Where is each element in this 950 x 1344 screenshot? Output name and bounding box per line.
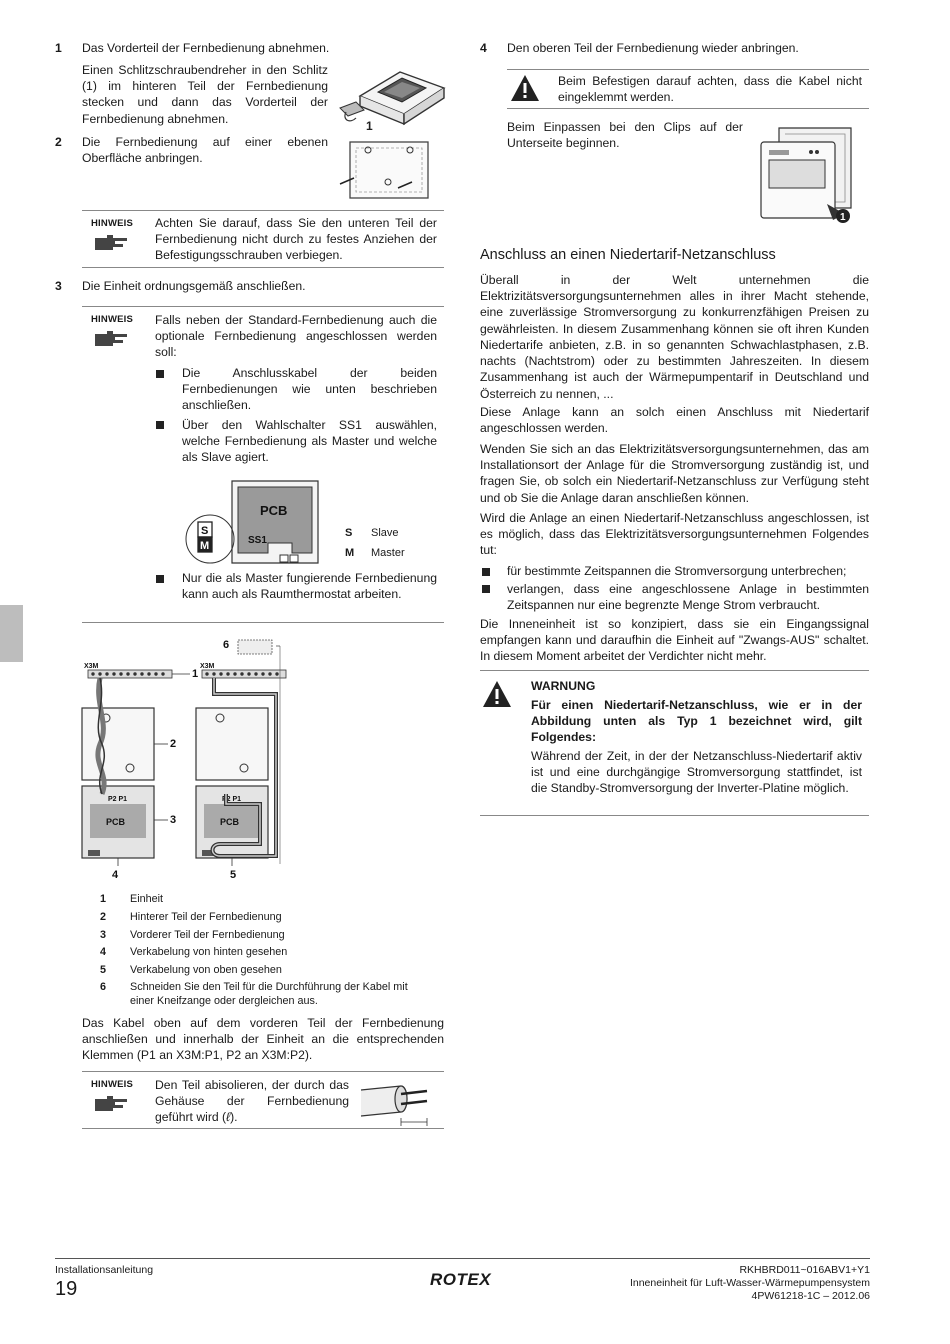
footer-model: RKHBRD011~016ABV1+Y1 xyxy=(739,1264,870,1276)
p2p1-label: P2 P1 xyxy=(222,796,242,803)
legend-key: S xyxy=(345,527,353,539)
pcb-switch-figure xyxy=(180,477,330,567)
pcb-label: PCB xyxy=(106,817,126,827)
body-paragraph: Wenden Sie sich an das Elektrizitätsversorgungsunternehmen, das am Installationsort der Anlage für die Stromversorgung zuständig ist, und fragen Sie, ob solch ein Niedertarif-Netzanschluss zur Verfügung steht und ob Sie die Anlage daran anschließen können. xyxy=(480,442,869,505)
step3-text: Die Einheit ordnungsgemäß anschließen. xyxy=(82,279,306,293)
fig-callout: 1 xyxy=(840,212,846,223)
clips-text: Beim Einpassen bei den Clips auf der Unterseite beginnen. xyxy=(507,120,743,151)
legend-value: Slave xyxy=(371,527,399,539)
step-number: 3 xyxy=(55,279,62,293)
caution-text: Beim Befestigen darauf achten, dass die Kabel nicht eingeklemmt werden. xyxy=(558,74,862,105)
step4-text: Den oberen Teil der Fernbedienung wieder anbringen. xyxy=(507,41,799,55)
warning-title: WARNUNG xyxy=(531,679,596,693)
callout: 3 xyxy=(170,814,177,826)
step-number: 2 xyxy=(55,135,62,149)
remote-open-figure xyxy=(338,58,450,138)
note-label: HINWEIS xyxy=(91,1079,134,1090)
warning-triangle-icon xyxy=(482,680,512,708)
legend-row: 2 Hinterer Teil der Fernbedienung xyxy=(100,911,282,923)
footer-doc-type: Installationsanleitung xyxy=(55,1264,154,1276)
step-number: 4 xyxy=(480,41,487,55)
pointing-hand-icon xyxy=(93,328,131,348)
page-number: 19 xyxy=(55,1278,78,1300)
note2-bullet: Die Anschlusskabel der beiden Fernbedienungen wie unten beschrieben anschließen. xyxy=(182,366,437,413)
body-bullet: verlangen, dass eine angeschlossene Anlage in bestimmten Zeitspannen nur eine begrenzte Menge Strom verbraucht. xyxy=(507,582,869,613)
ss1-label: SS1 xyxy=(248,535,267,546)
step1-title: Das Vorderteil der Fernbedienung abnehmen. xyxy=(82,41,330,55)
legend-row: 5 Verkabelung von oben gesehen xyxy=(100,964,282,976)
x3m-label: X3M xyxy=(200,663,215,670)
warning-text: Während der Zeit, in der der Netzanschluss-Niedertarif aktiv ist und eine durchgängige Stromversorgung stattfindet, ist die Standby-Stromversorgung der Inverter-Platine möglich. xyxy=(531,749,862,796)
note3-text: Den Teil abisolieren, der durch das Gehäuse der Fernbedienung geführt wird (ℓ). xyxy=(155,1078,349,1125)
callout: 5 xyxy=(230,869,237,881)
switch-m-label: M xyxy=(200,540,210,552)
switch-s-label: S xyxy=(201,525,209,537)
step2-text: Die Fernbedienung auf einer ebenen Oberfläche anbringen. xyxy=(82,135,328,166)
pointing-hand-icon xyxy=(93,232,131,252)
legend-key: M xyxy=(345,547,355,559)
cable-text: Das Kabel oben auf dem vorderen Teil der Fernbedienung anschließen und innerhalb der Einheit an die entsprechenden Klemmen (P1 an X3M:P1, P2 an X3M:P2). xyxy=(82,1016,444,1063)
x3m-label: X3M xyxy=(84,663,99,670)
footer-desc: Inneneinheit für Luft-Wasser-Wärmepumpensystem xyxy=(629,1277,870,1290)
body-paragraph: Überall in der Welt unternehmen die Elektrizitätsversorgungsunternehmen alles in ihrer Macht stehende, eine zuverlässige Stromversorgung zu konkurrenzfähigen Preisen zu gewährleisten. In diesem Zusammenhang können sie oft ihren Kunden Niedertarife anbieten, z.B. in so genannten Schwachlastphasen, z.B. nachts (Nachtstrom) oder zu bestimmten Jahreszeiten. In diesem Zusammenhang ist auch der Wärmepumpentarif in Deutschland und Österreich zu nennen, ... xyxy=(480,273,869,401)
right-column xyxy=(480,40,870,840)
callout: 2 xyxy=(170,738,177,750)
warning-triangle-icon xyxy=(510,74,540,102)
note2-bullet: Über den Wahlschalter SS1 auswählen, welche Fernbedienung als Master und welche als Slave agiert. xyxy=(182,418,437,465)
callout: 4 xyxy=(112,869,119,881)
legend-row: 6 Schneiden Sie den Teil für die Durchführung der Kabel mit einer Kneifzange oder dergleichen aus. xyxy=(100,981,408,1008)
pcb-label: PCB xyxy=(260,503,288,518)
callout: 1 xyxy=(192,668,199,680)
remote-wall-figure xyxy=(338,138,448,204)
legend-value: Master xyxy=(371,547,405,559)
callout: 6 xyxy=(223,639,230,651)
body-bullet: für bestimmte Zeitspannen die Stromversorgung unterbrechen; xyxy=(507,564,847,578)
legend-row: 4 Verkabelung von hinten gesehen xyxy=(100,946,288,958)
wiring-figure xyxy=(80,634,340,888)
footer-meta xyxy=(630,1264,870,1303)
rotex-logo: ROTEX xyxy=(430,1270,492,1289)
note2-bullet: Nur die als Master fungierende Fernbedienung kann auch als Raumthermostat arbeiten. xyxy=(182,571,437,602)
section-heading: Anschluss an einen Niedertarif-Netzanschluss xyxy=(480,247,776,263)
note-label: HINWEIS xyxy=(91,218,134,229)
length-symbol: ℓ xyxy=(226,1110,231,1125)
note2-intro: Falls neben der Standard-Fernbedienung auch die optionale Fernbedienung angeschlossen werden soll: xyxy=(155,313,437,360)
step-number: 1 xyxy=(55,41,62,55)
legend-row: 1 Einheit xyxy=(100,893,164,905)
pointing-hand-icon xyxy=(93,1093,131,1113)
warning-bold-text: Für einen Niedertarif-Netzanschluss, wie er in der Abbildung unten als Typ 1 bezeichnet wird, gilt Folgendes: xyxy=(531,698,862,745)
note-label: HINWEIS xyxy=(91,314,134,325)
body-paragraph: Diese Anlage kann an solch einen Anschluss mit Niedertarif angeschlossen werden. xyxy=(480,405,869,436)
body-paragraph: Die Inneneinheit ist so konzipiert, dass sie ein Eingangssignal empfangen kann und daraufhin die Einheit auf "Zwangs-AUS" schaltet. In diesem Moment arbeitet der Verdichter nicht mehr. xyxy=(480,617,869,664)
p2p1-label: P2 P1 xyxy=(108,796,128,803)
pcb-label: PCB xyxy=(220,817,240,827)
remote-attach-figure xyxy=(755,124,865,224)
fig-callout: 1 xyxy=(366,119,373,133)
side-tab-marker xyxy=(0,605,23,662)
step1-text: Einen Schlitzschraubendreher in den Schlitz (1) im hinteren Teil der Fernbedienung stecken und dann das Vorderteil der Fernbedienung abnehmen. xyxy=(82,63,328,126)
stripped-cable-figure xyxy=(357,1078,437,1130)
footer-code: 4PW61218-1C – 2012.06 xyxy=(751,1290,870,1303)
body-paragraph: Wird die Anlage an einen Niedertarif-Netzanschluss angeschlossen, ist es möglich, dass das Elektrizitätsversorgungsunternehmen Folgendes tut: xyxy=(480,511,869,558)
legend-row: 3 Vorderer Teil der Fernbedienung xyxy=(100,929,285,941)
left-column xyxy=(55,40,445,1140)
note1-text: Achten Sie darauf, dass Sie den unteren Teil der Fernbedienung nicht durch zu festes Anziehen der Befestigungsschrauben verbiegen. xyxy=(155,216,437,263)
